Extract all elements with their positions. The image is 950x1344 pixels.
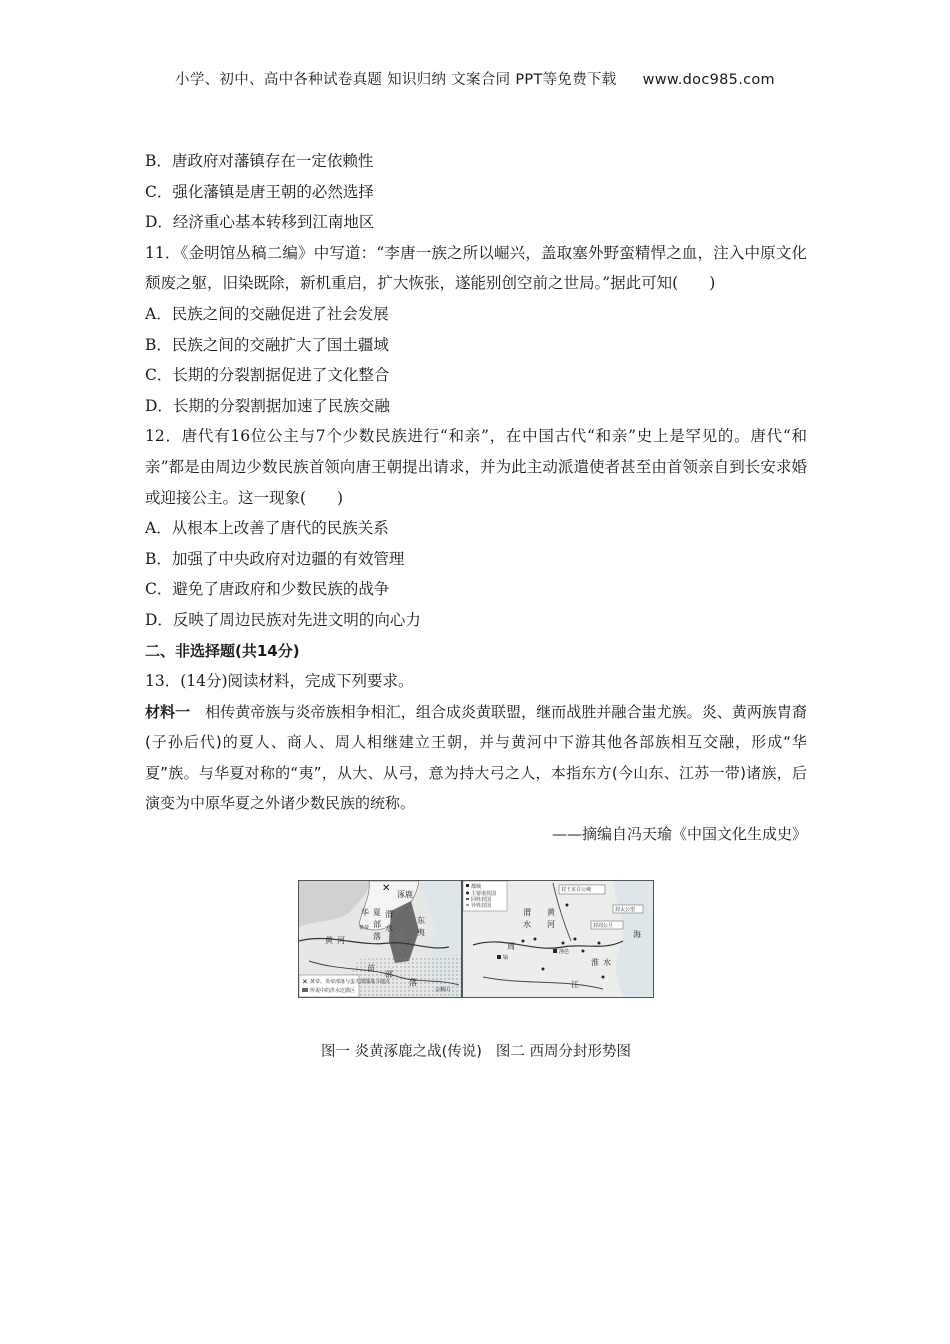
- section-title: 二、非选择题(共14分): [145, 641, 300, 660]
- fig1-label-shui: 水: [385, 924, 393, 933]
- fig2-label-jiang: 江: [571, 980, 579, 989]
- q10-option-b: B．唐政府对藩镇存在一定依赖性: [145, 152, 374, 170]
- page-header: [0, 68, 950, 89]
- fig1-label-hua: 华: [361, 908, 369, 917]
- fig1-legend-flood: 传说中的洪水泛滥区: [310, 988, 356, 994]
- fig2-label-luoyi: 洛邑: [559, 949, 570, 955]
- fig1-label-miao-bu: 部: [385, 970, 393, 979]
- q12-stem: 12．唐代有16位公主与7个少数民族进行“和亲”，在中国古代“和亲”史上是罕见的。唐代“和亲”都是由周边少数民族首领向唐王朝提出请求，并为此主动派遣使者甚至由首领亲自到长安求婚或迎接公主。这一现象( ): [145, 427, 807, 507]
- fig2-legend-state: 主要诸侯国: [471, 891, 497, 897]
- fig1-caption: 图一 炎黄涿鹿之战(传说): [320, 1044, 482, 1060]
- fig1-label-miao-luo: 落: [409, 978, 417, 987]
- q11-option-a: A．民族之间的交融促进了社会发展: [145, 304, 389, 323]
- q13-stem: 13．(14分)阅读材料，完成下列要求。: [145, 672, 414, 691]
- fig2-legend-other-surname: 异姓封国: [471, 903, 492, 909]
- legend-cross-icon: ✕: [302, 978, 308, 986]
- legend-flood-swatch: [302, 988, 308, 992]
- fig2-label-he: 河: [547, 920, 555, 929]
- figures: [298, 880, 654, 998]
- fig1-legend-battle: 黄帝、炎帝部落与蚩尤部落战斗地点: [310, 979, 391, 985]
- fig2-label-huai-shui: 水: [603, 958, 611, 967]
- fig1-label-miao: 苗: [367, 964, 375, 973]
- q12-option-d: D．反映了周边民族对先进文明的向心力: [145, 610, 421, 629]
- q11-option-b: B．民族之间的交融扩大了国土疆域: [145, 335, 389, 354]
- fig1-label-huangdi: 黄帝: [359, 925, 370, 931]
- header-text: 小学、初中、高中各种试卷真题 知识归纳 文案合同 PPT等免费下载: [175, 72, 617, 88]
- fig1-label-huang: 黄: [325, 936, 333, 945]
- fig1-label-xia: 夏: [373, 908, 381, 917]
- q11-option-c: C．长期的分裂割据促进了文化整合: [145, 366, 390, 385]
- fig2-label-huang: 黄: [547, 908, 555, 917]
- fig1-label-yi: 夷: [417, 928, 425, 937]
- battle-site-icon: ✕: [382, 883, 391, 894]
- document-body: [145, 146, 807, 850]
- q10-option-c: C．强化藩镇是唐王朝的必然选择: [145, 182, 374, 201]
- q10-option-d: D．经济重心基本转移到江南地区: [145, 213, 375, 232]
- fig2-label-taigong: 封太公望: [615, 907, 636, 913]
- legend-other-surname-marker: [466, 904, 469, 906]
- map-western-zhou: [462, 880, 654, 998]
- q11-stem: 11．《金明馆丛稿二编》中写道：“李唐一族之所以崛兴，盖取塞外野蛮精悍之血，注入中原文化颓废之躯，旧染既除，新机重启，扩大恢张，遂能别创空前之世局。”据此可知( ): [145, 243, 807, 293]
- capital-luoyi-marker: [553, 949, 557, 953]
- q12-option-c: C．避免了唐政府和少数民族的战争: [145, 580, 390, 599]
- capital-hao-marker: [497, 955, 501, 959]
- fig2-label-zhougong: 封周公旦: [593, 923, 614, 929]
- fig2-label-zhaogong: 封王室召公奭: [561, 887, 592, 893]
- fig2-label-shui: 水: [523, 920, 531, 929]
- material-1-source: ——摘编自冯天瑜《中国文化生成史》: [551, 825, 807, 844]
- fig2-label-huai: 淮: [591, 958, 599, 967]
- q12-option-a: A．从根本上改善了唐代的民族关系: [145, 519, 389, 538]
- fig1-label-luo: 落: [373, 932, 381, 941]
- legend-state-marker: [466, 892, 469, 895]
- fig1-label-kuaiji: 会稽山: [435, 987, 451, 993]
- fig2-legend-capital: 都城: [471, 884, 482, 890]
- legend-capital-marker: [466, 884, 469, 887]
- fig1-label-he: 河: [337, 936, 345, 945]
- fig1-label-zhuolu: 涿鹿: [397, 890, 413, 899]
- fig2-label-wei: 渭: [523, 908, 531, 917]
- figure-caption: [298, 1040, 654, 1061]
- map-western-zhou-svg: [463, 881, 653, 997]
- fig2-label-zhou: 周: [507, 942, 515, 951]
- fig2-legend-same-surname: 同姓封国: [471, 897, 492, 903]
- material-1-text: 相传黄帝族与炎帝族相争相汇，组合成炎黄联盟，继而战胜并融合蚩尤族。炎、黄两族胄裔(子孙后代)的夏人、商人、周人相继建立王朝，并与黄河中下游其他各部族相互交融，形成“华夏”族。与华夏对称的“夷”，从大、从弓，意为持大弓之人，本指东方(今山东、江苏一带)诸族，后演变为中原华夏之外诸少数民族的统称。: [145, 702, 807, 813]
- material-1: [145, 697, 807, 819]
- q12-option-b: B．加强了中央政府对边疆的有效管理: [145, 549, 405, 568]
- material-1-label: 材料一: [145, 702, 191, 721]
- header-url[interactable]: www.doc985.com: [642, 72, 775, 88]
- fig1-label-dong: 东: [417, 916, 425, 925]
- map-zhuolu-battle: [298, 880, 462, 998]
- legend-same-surname-marker: [466, 898, 469, 900]
- fig1-label-wei: 渭: [385, 910, 393, 919]
- fig2-caption: 图二 西周分封形势图: [495, 1044, 632, 1060]
- fig1-label-bu: 部: [373, 920, 381, 929]
- fig2-label-hao: 镐: [503, 955, 509, 961]
- q11-option-d: D．长期的分裂割据加速了民族交融: [145, 396, 390, 415]
- fig2-label-hai: 海: [633, 930, 641, 939]
- map-zhuolu-svg: [299, 881, 461, 997]
